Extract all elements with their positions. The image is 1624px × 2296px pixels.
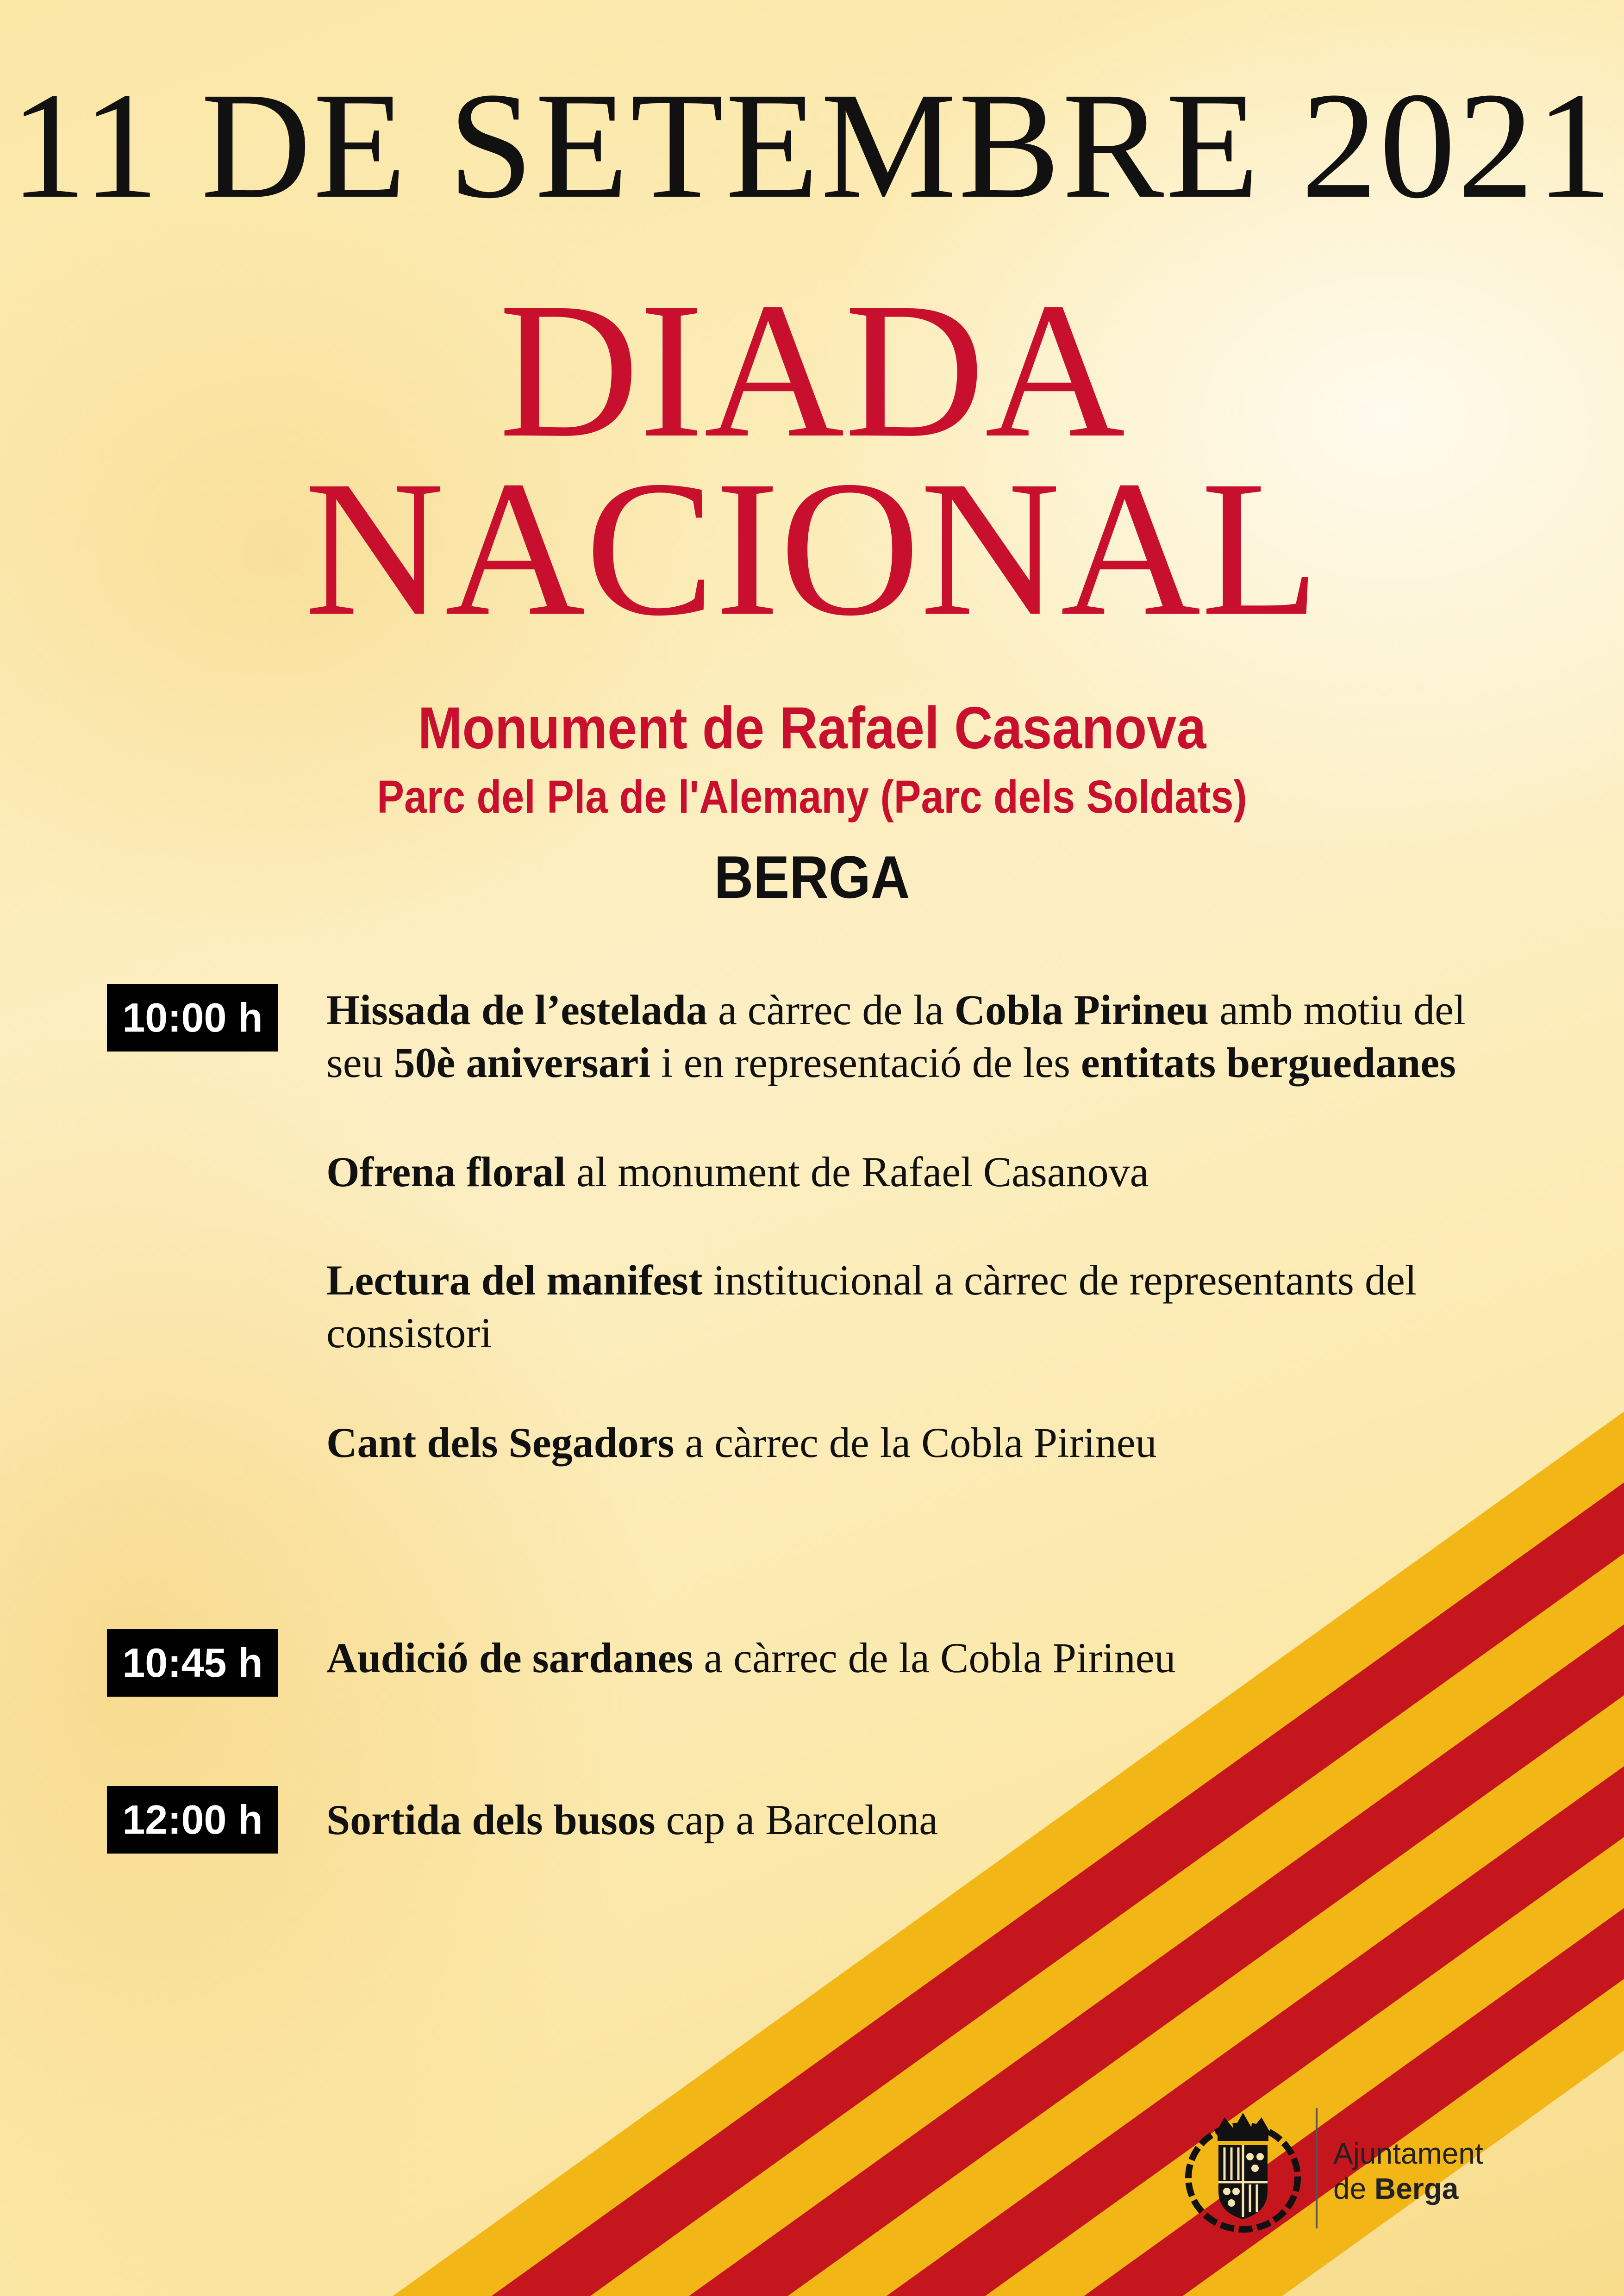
text: al monument de Rafael Casanova [565,1148,1149,1195]
bold-text: Hissada de l’estelada [326,986,707,1033]
bold-text: Ofrena floral [326,1148,566,1195]
text: a càrrec de la Cobla Pirineu [674,1419,1157,1466]
text: a càrrec de la Cobla Pirineu [693,1634,1176,1681]
schedule-item [326,1254,1530,1359]
time-badge: 12:00 h [107,1786,278,1854]
logo-line2-bold: Berga [1374,2172,1459,2205]
text: i en representació de les [650,1039,1081,1086]
logo-line1: Ajuntament [1333,2137,1483,2170]
ajuntament-logo-text [1333,2136,1483,2206]
text: a càrrec de la [707,986,955,1033]
text: amb motiu del seu [326,986,1466,1086]
text: institucional a càrrec de representants del consistori [326,1257,1417,1356]
time-badge: 10:00 h [107,984,278,1052]
coat-of-arms-icon [1181,2108,1305,2233]
title-diada: DIADA [499,262,1125,478]
bold-text: entitats berguedanes [1081,1039,1456,1086]
schedule-item [326,1631,1530,1684]
location-town: BERGA [714,843,910,911]
bold-text: Audició de sardanes [326,1634,693,1681]
bold-text: Lectura del manifest [326,1257,703,1304]
time-badge: 10:45 h [107,1629,278,1697]
location-park: Parc del Pla de l'Alemany (Parc dels Soldats) [377,771,1247,823]
schedule-item [326,983,1530,1089]
schedule-item [326,1793,1530,1846]
logo-divider [1316,2108,1318,2228]
logo-line2-prefix: de [1333,2172,1374,2205]
bold-text: Sortida dels busos [326,1796,656,1843]
title-nacional: NACIONAL [304,441,1320,656]
schedule-item [326,1416,1530,1469]
location-monument: Monument de Rafael Casanova [418,695,1206,761]
text: cap a Barcelona [655,1796,938,1843]
schedule-item [326,1145,1530,1198]
bold-text: Cobla Pirineu [954,986,1209,1033]
bold-text: Cant dels Segadors [326,1419,675,1466]
bold-text: 50è aniversari [394,1039,651,1086]
event-date: 11 DE SETEMBRE 2021 [10,61,1614,230]
